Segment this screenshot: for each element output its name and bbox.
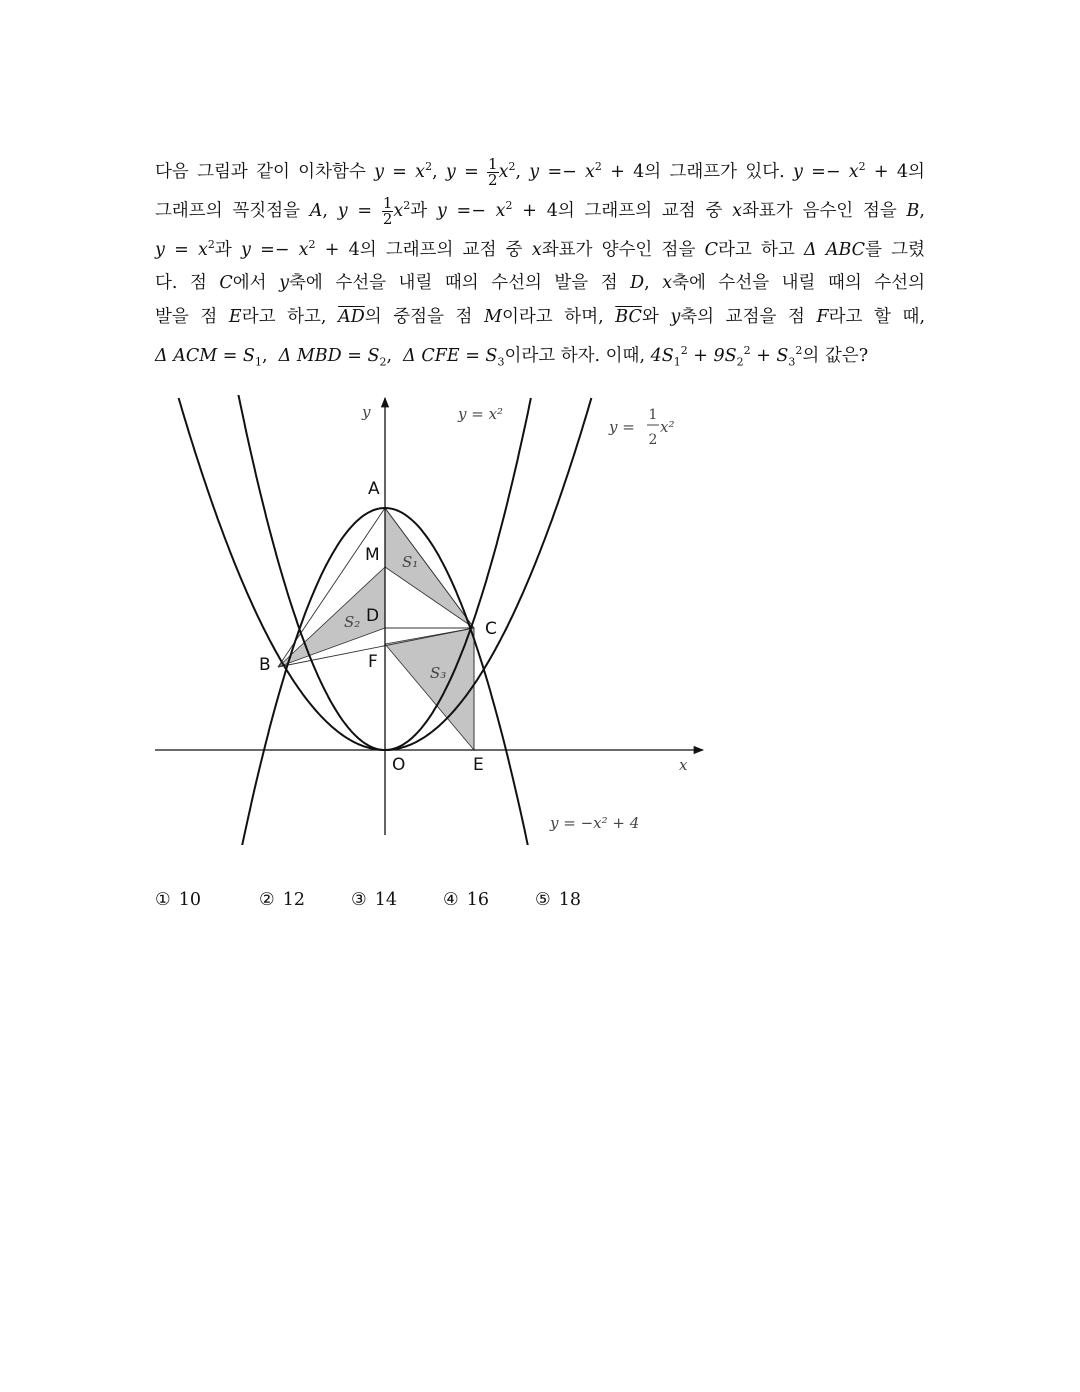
choice-1[interactable] bbox=[155, 890, 259, 910]
point-label: B bbox=[906, 200, 920, 221]
choice-number: ④ bbox=[443, 890, 459, 910]
point-label-m: M bbox=[365, 545, 380, 565]
problem-line-1: 다음 그림과 같이 이차함수 $y = x^2$, y = $\frac{1}{2}$ $x^2$, $y =- x^2 + 4$의 그래프가 있다. $y =- x^2 + 4$의 bbox=[155, 154, 925, 189]
choice-value: 10 bbox=[178, 890, 201, 910]
curve-label-negative: y = −x² + 4 bbox=[550, 814, 640, 832]
text-segment: 축에 수선을 내릴 때의 수선의 bbox=[672, 273, 925, 294]
shaded-triangle-s3 bbox=[385, 628, 474, 750]
variable: y bbox=[670, 307, 681, 328]
subscript: 3 bbox=[497, 355, 505, 369]
text-segment: 의 그래프가 있다. bbox=[644, 161, 794, 182]
variable: x bbox=[662, 273, 673, 294]
superscript: 2 bbox=[505, 198, 513, 212]
formula: + 4 bbox=[512, 200, 558, 221]
point-label: A bbox=[309, 200, 323, 221]
axis-label-x: x bbox=[679, 756, 688, 774]
choice-number: ② bbox=[259, 890, 275, 910]
choice-value: 16 bbox=[466, 890, 489, 910]
superscript: 2 bbox=[680, 344, 688, 358]
formula: + 4 bbox=[315, 239, 360, 260]
graph-figure bbox=[150, 395, 710, 845]
text-segment: 의 bbox=[908, 161, 925, 182]
text-segment: 좌표가 양수인 점을 bbox=[541, 239, 705, 260]
fraction bbox=[382, 193, 394, 228]
choice-4[interactable] bbox=[443, 890, 535, 910]
formula: y =− x bbox=[240, 239, 309, 260]
text-segment: 다. 점 bbox=[155, 273, 220, 294]
subscript: 1 bbox=[673, 355, 681, 369]
curve-label-frac-num: 1 bbox=[648, 407, 658, 423]
curve-label-x-squared: y = x² bbox=[458, 405, 504, 423]
choice-number: ① bbox=[155, 890, 171, 910]
text-segment: 를 그렸 bbox=[865, 239, 925, 260]
text-segment: 그래프의 꼭짓점을 bbox=[155, 200, 310, 221]
fraction bbox=[487, 154, 499, 189]
point-label-f: F bbox=[368, 652, 378, 672]
subscript: 2 bbox=[736, 355, 744, 369]
formula: y = bbox=[337, 200, 382, 221]
formula: x bbox=[393, 200, 404, 221]
superscript: 2 bbox=[858, 160, 866, 173]
text-segment: 와 bbox=[641, 307, 671, 328]
text-segment: 라고 할 때, bbox=[828, 307, 926, 328]
superscript: 2 bbox=[743, 344, 751, 358]
formula: + 9S bbox=[687, 346, 737, 367]
area-label-s1: S₁ bbox=[402, 553, 419, 571]
segment-label: $\overline{BC}$ bbox=[615, 307, 642, 328]
text-segment: 의 값은? bbox=[802, 346, 869, 367]
fraction-denominator: 2 bbox=[488, 170, 498, 189]
point-label-a: A bbox=[368, 479, 380, 499]
fraction-numerator: 1 bbox=[382, 193, 393, 212]
choice-value: 18 bbox=[558, 890, 581, 910]
point-label-o: O bbox=[392, 755, 406, 775]
text-segment: 좌표가 음수인 점을 bbox=[742, 200, 907, 221]
formula: Δ MBD = S bbox=[278, 346, 380, 367]
area-label-s3: S₃ bbox=[430, 664, 447, 682]
text-segment: 라고 하고 bbox=[717, 239, 804, 260]
superscript: 2 bbox=[425, 160, 433, 173]
choice-value: 14 bbox=[374, 890, 397, 910]
text-segment: 과 bbox=[410, 200, 437, 221]
formula: y =− x bbox=[436, 200, 506, 221]
text-segment: 의 그래프의 교점 중 bbox=[557, 200, 733, 221]
text-segment: 이라고 하자. 이때, bbox=[504, 346, 651, 367]
curve-label-half-prefix: y = bbox=[609, 418, 635, 436]
area-label-s2: S₂ bbox=[344, 613, 361, 631]
choice-value: 12 bbox=[282, 890, 305, 910]
formula: + 4 bbox=[865, 161, 909, 182]
curve-label-frac-den: 2 bbox=[648, 432, 658, 448]
choice-3[interactable] bbox=[351, 890, 443, 910]
point-label: M bbox=[484, 307, 502, 328]
point-label-c: C bbox=[485, 619, 497, 639]
segment-label: $\overline{AD}$ bbox=[338, 307, 365, 328]
fraction-denominator: 2 bbox=[382, 209, 393, 228]
superscript: 2 bbox=[207, 237, 215, 251]
problem-line-2: 그래프의 꼭짓점을 A, y = $\frac{1}{2}$ $x^2$과 $y =- x^2 + 4$의 그래프의 교점 중 x좌표가 음수인 점을 B, bbox=[155, 193, 925, 228]
point-label: D bbox=[630, 273, 645, 294]
formula: y = x bbox=[374, 161, 426, 182]
subscript: 3 bbox=[788, 355, 796, 369]
formula: Δ CFE = S bbox=[403, 346, 498, 367]
text-segment: 축의 교점을 점 bbox=[680, 307, 817, 328]
text-segment: 다음 그림과 같이 이차함수 bbox=[155, 161, 375, 182]
formula: Δ ABC bbox=[804, 239, 866, 260]
point-label: E bbox=[228, 307, 242, 328]
axis-label-y: y bbox=[362, 403, 371, 421]
superscript: 2 bbox=[308, 237, 316, 251]
point-label-e: E bbox=[473, 755, 484, 775]
formula: y = bbox=[445, 161, 488, 182]
text-segment: , bbox=[644, 273, 663, 294]
text-segment: 의 중점을 점 bbox=[364, 307, 485, 328]
point-label-b: B bbox=[259, 655, 271, 675]
problem-text bbox=[155, 150, 925, 380]
subscript: 1 bbox=[254, 355, 262, 369]
text-segment: 이라고 하며, bbox=[502, 307, 616, 328]
point-label: C bbox=[704, 239, 718, 260]
problem-line-3 bbox=[155, 228, 925, 267]
curve-label-half-suffix: x² bbox=[660, 418, 675, 436]
superscript: 2 bbox=[508, 160, 516, 173]
text-segment: 에서 bbox=[232, 273, 280, 294]
problem-line-4 bbox=[155, 266, 925, 300]
choice-number: ⑤ bbox=[535, 890, 551, 910]
superscript: 2 bbox=[795, 344, 803, 358]
answer-choices bbox=[155, 890, 581, 910]
variable: y bbox=[279, 273, 289, 294]
superscript: 2 bbox=[403, 198, 411, 212]
formula: + S bbox=[750, 346, 789, 367]
text-segment: 과 bbox=[214, 239, 241, 260]
choice-2[interactable] bbox=[259, 890, 351, 910]
subscript: 2 bbox=[379, 355, 387, 369]
problem-line-5 bbox=[155, 300, 925, 334]
problem-line-6: Δ ACM = $S_1$, Δ MBD = $S_2$, Δ CFE = $S_3$이라고 하자. 이때, $4S_1^2 + 9S_2^2 + S_3^2$의 값은? bbox=[155, 344, 869, 369]
point-label: C bbox=[219, 273, 233, 294]
choice-number: ③ bbox=[351, 890, 367, 910]
choice-5[interactable] bbox=[535, 890, 581, 910]
formula: x bbox=[498, 161, 509, 182]
formula: 4S bbox=[650, 346, 674, 367]
formula: + 4 bbox=[601, 161, 645, 182]
formula: y =− x bbox=[529, 161, 595, 182]
superscript: 2 bbox=[594, 160, 602, 173]
text-segment: 발을 점 bbox=[155, 307, 229, 328]
formula: Δ ACM = S bbox=[155, 346, 255, 367]
text-segment: 라고 하고, bbox=[241, 307, 339, 328]
formula: y =− x bbox=[793, 161, 859, 182]
point-label-d: D bbox=[366, 606, 380, 626]
text-segment: 의 그래프의 교점 중 bbox=[359, 239, 532, 260]
text-segment: 축에 수선을 내릴 때의 수선의 발을 점 bbox=[289, 273, 631, 294]
point-label: F bbox=[816, 307, 829, 328]
parabola-y-equals-negative-x-squared-plus-4 bbox=[234, 508, 532, 845]
variable: x bbox=[732, 200, 742, 221]
formula: y = x bbox=[155, 239, 208, 260]
variable: x bbox=[531, 239, 542, 260]
fraction-numerator: 1 bbox=[488, 154, 498, 173]
